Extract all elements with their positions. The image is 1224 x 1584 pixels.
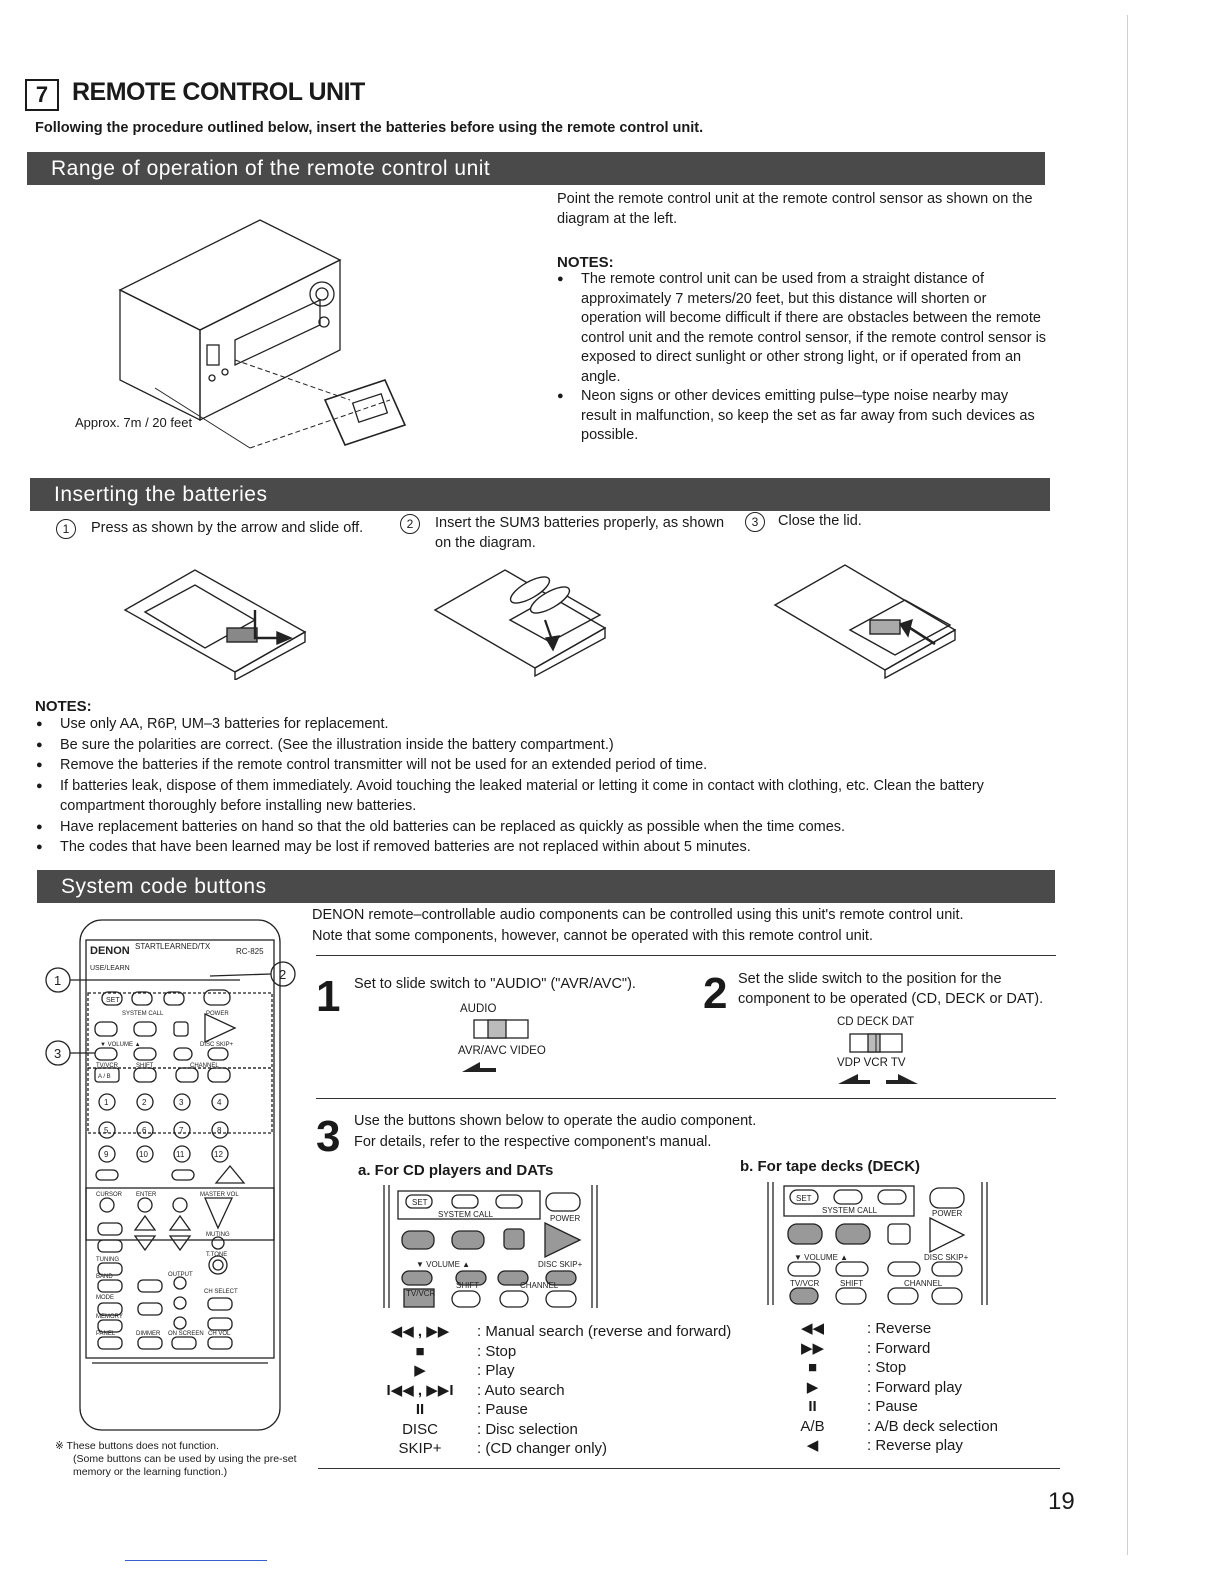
legend-symbol: ◀◀ (800, 1320, 825, 1337)
legend-row (780, 1339, 1060, 1359)
cd-disc-skip-label: DISC SKIP+ (538, 1260, 583, 1269)
remote-system-call: SYSTEM CALL (122, 1011, 164, 1017)
remote-num-9: 9 (104, 1150, 109, 1159)
footnote-mark: ※ (55, 1440, 64, 1452)
battery-notes-list (36, 714, 1061, 858)
range-point-text: Point the remote control unit at the remote control sensor as shown on the diagram at the left. (557, 191, 1033, 227)
battery-step-2 (400, 514, 725, 551)
remote-power: POWER (206, 1011, 229, 1017)
legend-desc: : Manual search (reverse and forward) (477, 1323, 732, 1340)
step-number: 1 (56, 519, 76, 539)
system-step-1-number: 1 (316, 972, 341, 1021)
section-number: 7 (25, 79, 59, 111)
legend-row (375, 1322, 755, 1342)
system-heading: System code buttons (37, 870, 1055, 903)
legend-row (780, 1436, 1060, 1456)
system-intro-1: DENON remote–controllable audio components can be controlled using this unit's remote control unit. (312, 907, 964, 923)
remote-brand: DENON (90, 945, 130, 957)
remote-panel: PANEL (96, 1331, 116, 1337)
legend-desc: : Stop (477, 1342, 517, 1360)
battery-insert-illustration (430, 560, 630, 680)
remote-disc-skip: DISC SKIP+ (200, 1042, 234, 1048)
remote-enter: ENTER (136, 1192, 157, 1198)
battery-note: ● Use only AA, R6P, UM–3 batteries for replacement. (36, 714, 1061, 735)
legend-row (375, 1400, 755, 1420)
remote-use-learn: USE/LEARN (90, 965, 130, 972)
cd-legend (375, 1322, 755, 1459)
legend-symbol: ■ (807, 1359, 818, 1376)
step-text: Close the lid. (778, 513, 862, 529)
sub-heading-cd: a. For CD players and DATs (358, 1162, 554, 1179)
range-heading: Range of operation of the remote control unit (27, 152, 1045, 185)
system-step-1-text: Set to slide switch to "AUDIO" ("AVR/AVC"). (354, 976, 636, 992)
page-edge (1127, 15, 1128, 1555)
remote-band: BAND (96, 1274, 113, 1280)
remote-cursor: CURSOR (96, 1192, 123, 1198)
remote-master-vol: MASTER VOL (200, 1192, 239, 1198)
legend-row (375, 1439, 755, 1459)
remote-t-tone: T.TONE (206, 1252, 228, 1258)
step-text: Insert the SUM3 batteries properly, as shown on the diagram. (435, 515, 725, 551)
step-number: 2 (400, 514, 420, 534)
range-notes-title: NOTES: (557, 254, 614, 271)
cd-set-label: SET (412, 1198, 428, 1207)
remote-on-screen: ON SCREEN (168, 1331, 204, 1337)
system-step-3-text-2: For details, refer to the respective component's manual. (354, 1134, 712, 1150)
remote-num-4: 4 (217, 1098, 222, 1107)
sub-heading-deck: b. For tape decks (DECK) (740, 1158, 921, 1175)
range-notes-list (557, 270, 1047, 446)
system-step-2-text: Set the slide switch to the position for the component to be operated (CD, DECK or DAT). (738, 971, 1044, 1007)
cd-system-call-label: SYSTEM CALL (438, 1210, 494, 1219)
divider (125, 1560, 267, 1561)
deck-disc-skip-label: DISC SKIP+ (924, 1253, 969, 1262)
remote-num-3: 3 (179, 1098, 184, 1107)
legend-row (375, 1420, 755, 1440)
remote-num-2: 2 (142, 1098, 147, 1107)
remote-model: RC-825 (236, 947, 264, 956)
remote-memory: MEMORY (96, 1314, 123, 1320)
legend-row (780, 1378, 1060, 1398)
legend-desc: : Stop (867, 1359, 907, 1376)
deck-legend (780, 1319, 1060, 1456)
system-step-2-number: 2 (703, 969, 728, 1018)
callout-3: 3 (54, 1046, 62, 1061)
battery-note: ● Be sure the polarities are correct. (See the illustration inside the battery compartment.) (36, 735, 1061, 756)
battery-note: ● If batteries leak, dispose of them immediately. Avoid touching the leaked material or letting it come in contact with clothing, etc. Clean the battery compartment thoroughly before installing new batteries. (36, 776, 1061, 817)
legend-desc: : (CD changer only) (477, 1440, 608, 1457)
battery-step-1 (56, 519, 376, 540)
callout-2: 2 (279, 967, 287, 982)
callout-1: 1 (54, 973, 62, 988)
page-title: REMOTE CONTROL UNIT (72, 78, 365, 106)
batteries-heading: Inserting the batteries (30, 478, 1050, 511)
remote-control-illustration (40, 918, 310, 1438)
legend-symbol: DISC (402, 1420, 438, 1438)
remote-dimmer: DIMMER (136, 1331, 161, 1337)
cd-shift-label: SHIFT (456, 1281, 480, 1290)
cd-volume-label: ▼ VOLUME ▲ (416, 1260, 471, 1269)
distance-label: Approx. 7m / 20 feet (75, 415, 193, 430)
switch-2-bottom-label: VDP VCR TV (837, 1057, 906, 1069)
cd-power-label: POWER (550, 1214, 581, 1223)
double-arrow-icon (836, 1072, 926, 1086)
remote-shift: SHIFT (136, 1063, 154, 1069)
footnote-line-2: (Some buttons can be used by using the pre-set memory or the learning function.) (73, 1453, 297, 1478)
divider (316, 955, 1056, 956)
divider (318, 1468, 1060, 1469)
legend-symbol: A/B (800, 1417, 825, 1435)
legend-desc: : Forward (867, 1339, 931, 1357)
slide-switch-2 (848, 1032, 908, 1056)
remote-muting: MUTING (206, 1232, 230, 1238)
step-number: 3 (745, 512, 765, 532)
legend-symbol: ▶▶ (800, 1339, 825, 1357)
legend-symbol: ■ (415, 1342, 425, 1360)
legend-row (375, 1342, 755, 1362)
legend-desc: : Reverse (867, 1320, 932, 1337)
page-number: 19 (1048, 1488, 1075, 1515)
remote-num-6: 6 (142, 1126, 147, 1135)
legend-row (780, 1417, 1060, 1437)
legend-symbol: ◀◀ , ▶▶ (390, 1323, 450, 1340)
remote-learned: LEARNED/TX (160, 942, 211, 951)
legend-row (780, 1358, 1060, 1378)
cd-channel-label: CHANNEL (520, 1281, 559, 1290)
deck-system-call-label: SYSTEM CALL (822, 1206, 878, 1215)
legend-symbol: ◀ (806, 1437, 819, 1454)
remote-num-8: 8 (217, 1126, 222, 1135)
remote-tuning: TUNING (96, 1257, 119, 1263)
slide-switch-1 (472, 1018, 532, 1042)
remote-output: OUTPUT (168, 1272, 193, 1278)
legend-desc: : A/B deck selection (867, 1417, 998, 1435)
remote-ab: A / B (98, 1074, 111, 1080)
battery-slide-illustration (115, 560, 315, 680)
legend-desc: : Pause (867, 1398, 918, 1415)
remote-ch-select: CH SELECT (204, 1289, 238, 1295)
remote-start: START (135, 942, 161, 951)
system-step-3-text-1: Use the buttons shown below to operate the audio component. (354, 1113, 757, 1129)
legend-desc: : Reverse play (867, 1437, 963, 1454)
deck-button-panel (764, 1180, 994, 1310)
deck-tv-vcr-label: TV/VCR (790, 1279, 820, 1288)
switch-1-top-label: AUDIO (460, 1003, 497, 1015)
footnote-line-1: These buttons does not function. (66, 1440, 219, 1452)
remote-footnote (55, 1440, 315, 1479)
intro-text: Following the procedure outlined below, insert the batteries before using the remote control unit. (35, 120, 704, 136)
battery-note: ● Have replacement batteries on hand so that the old batteries can be replaced as quickly as possible when the time comes. (36, 817, 1061, 838)
remote-volume: ▼ VOLUME ▲ (100, 1042, 141, 1048)
legend-desc: : Pause (477, 1401, 528, 1418)
deck-power-label: POWER (932, 1209, 963, 1218)
deck-channel-label: CHANNEL (904, 1279, 943, 1288)
switch-1-bottom-label: AVR/AVC VIDEO (458, 1045, 546, 1057)
legend-desc: : Play (477, 1362, 515, 1379)
legend-symbol: SKIP+ (398, 1440, 442, 1457)
remote-num-7: 7 (179, 1126, 184, 1135)
legend-row (375, 1361, 755, 1381)
legend-symbol: ▶ (414, 1362, 426, 1379)
remote-num-10: 10 (139, 1150, 148, 1159)
remote-num-11: 11 (176, 1150, 185, 1159)
remote-num-5: 5 (104, 1126, 109, 1135)
battery-note: ● Remove the batteries if the remote control transmitter will not be used for an extended period of time. (36, 755, 1061, 776)
range-note: ● The remote control unit can be used from a straight distance of approximately 7 meters/20 feet, but this distance will shorten or operation will become difficult if there are obstacles between the remote control unit and the remote control sensor, if the remote control sensor is exposed to direct sunlight or other strong light, or if operated from an angle. (557, 270, 1047, 387)
remote-mode: MODE (96, 1295, 114, 1301)
legend-row (375, 1381, 755, 1401)
legend-desc: : Forward play (867, 1378, 963, 1396)
remote-set: SET (106, 997, 120, 1004)
system-intro-2: Note that some components, however, cannot be operated with this remote control unit. (312, 928, 873, 944)
system-step-3-number: 3 (316, 1112, 341, 1161)
legend-desc: : Disc selection (477, 1420, 578, 1438)
left-arrow-icon (460, 1060, 500, 1074)
legend-symbol: I◀◀ , ▶▶I (386, 1381, 454, 1399)
switch-2-top-label: CD DECK DAT (837, 1016, 915, 1028)
legend-desc: : Auto search (477, 1381, 565, 1399)
legend-symbol: ▶ (806, 1378, 819, 1396)
legend-row (780, 1397, 1060, 1417)
remote-tv-vcr: TV/VCR (96, 1063, 119, 1069)
battery-notes-title: NOTES: (35, 698, 92, 715)
deck-volume-label: ▼ VOLUME ▲ (794, 1253, 849, 1262)
remote-ch-vol: CH VOL (208, 1331, 231, 1337)
remote-num-12: 12 (214, 1150, 223, 1159)
cd-tv-vcr-label: TV/VCR (406, 1289, 436, 1298)
battery-close-illustration (770, 560, 970, 680)
remote-channel: CHANNEL (190, 1063, 219, 1069)
deck-shift-label: SHIFT (840, 1279, 864, 1288)
legend-symbol: II (808, 1398, 817, 1415)
range-note: ● Neon signs or other devices emitting pulse–type noise nearby may result in malfunction, so keep the set as far away from such devices as possible. (557, 387, 1047, 446)
battery-note: ● The codes that have been learned may be lost if removed batteries are not replaced within about 5 minutes. (36, 837, 1061, 858)
divider (316, 1098, 1056, 1099)
cd-button-panel (380, 1183, 605, 1313)
battery-step-3 (745, 512, 1045, 533)
remote-num-1: 1 (104, 1098, 109, 1107)
deck-set-label: SET (796, 1194, 812, 1203)
legend-row (780, 1319, 1060, 1339)
step-text: Press as shown by the arrow and slide off. (91, 520, 364, 536)
legend-symbol: II (415, 1401, 425, 1418)
